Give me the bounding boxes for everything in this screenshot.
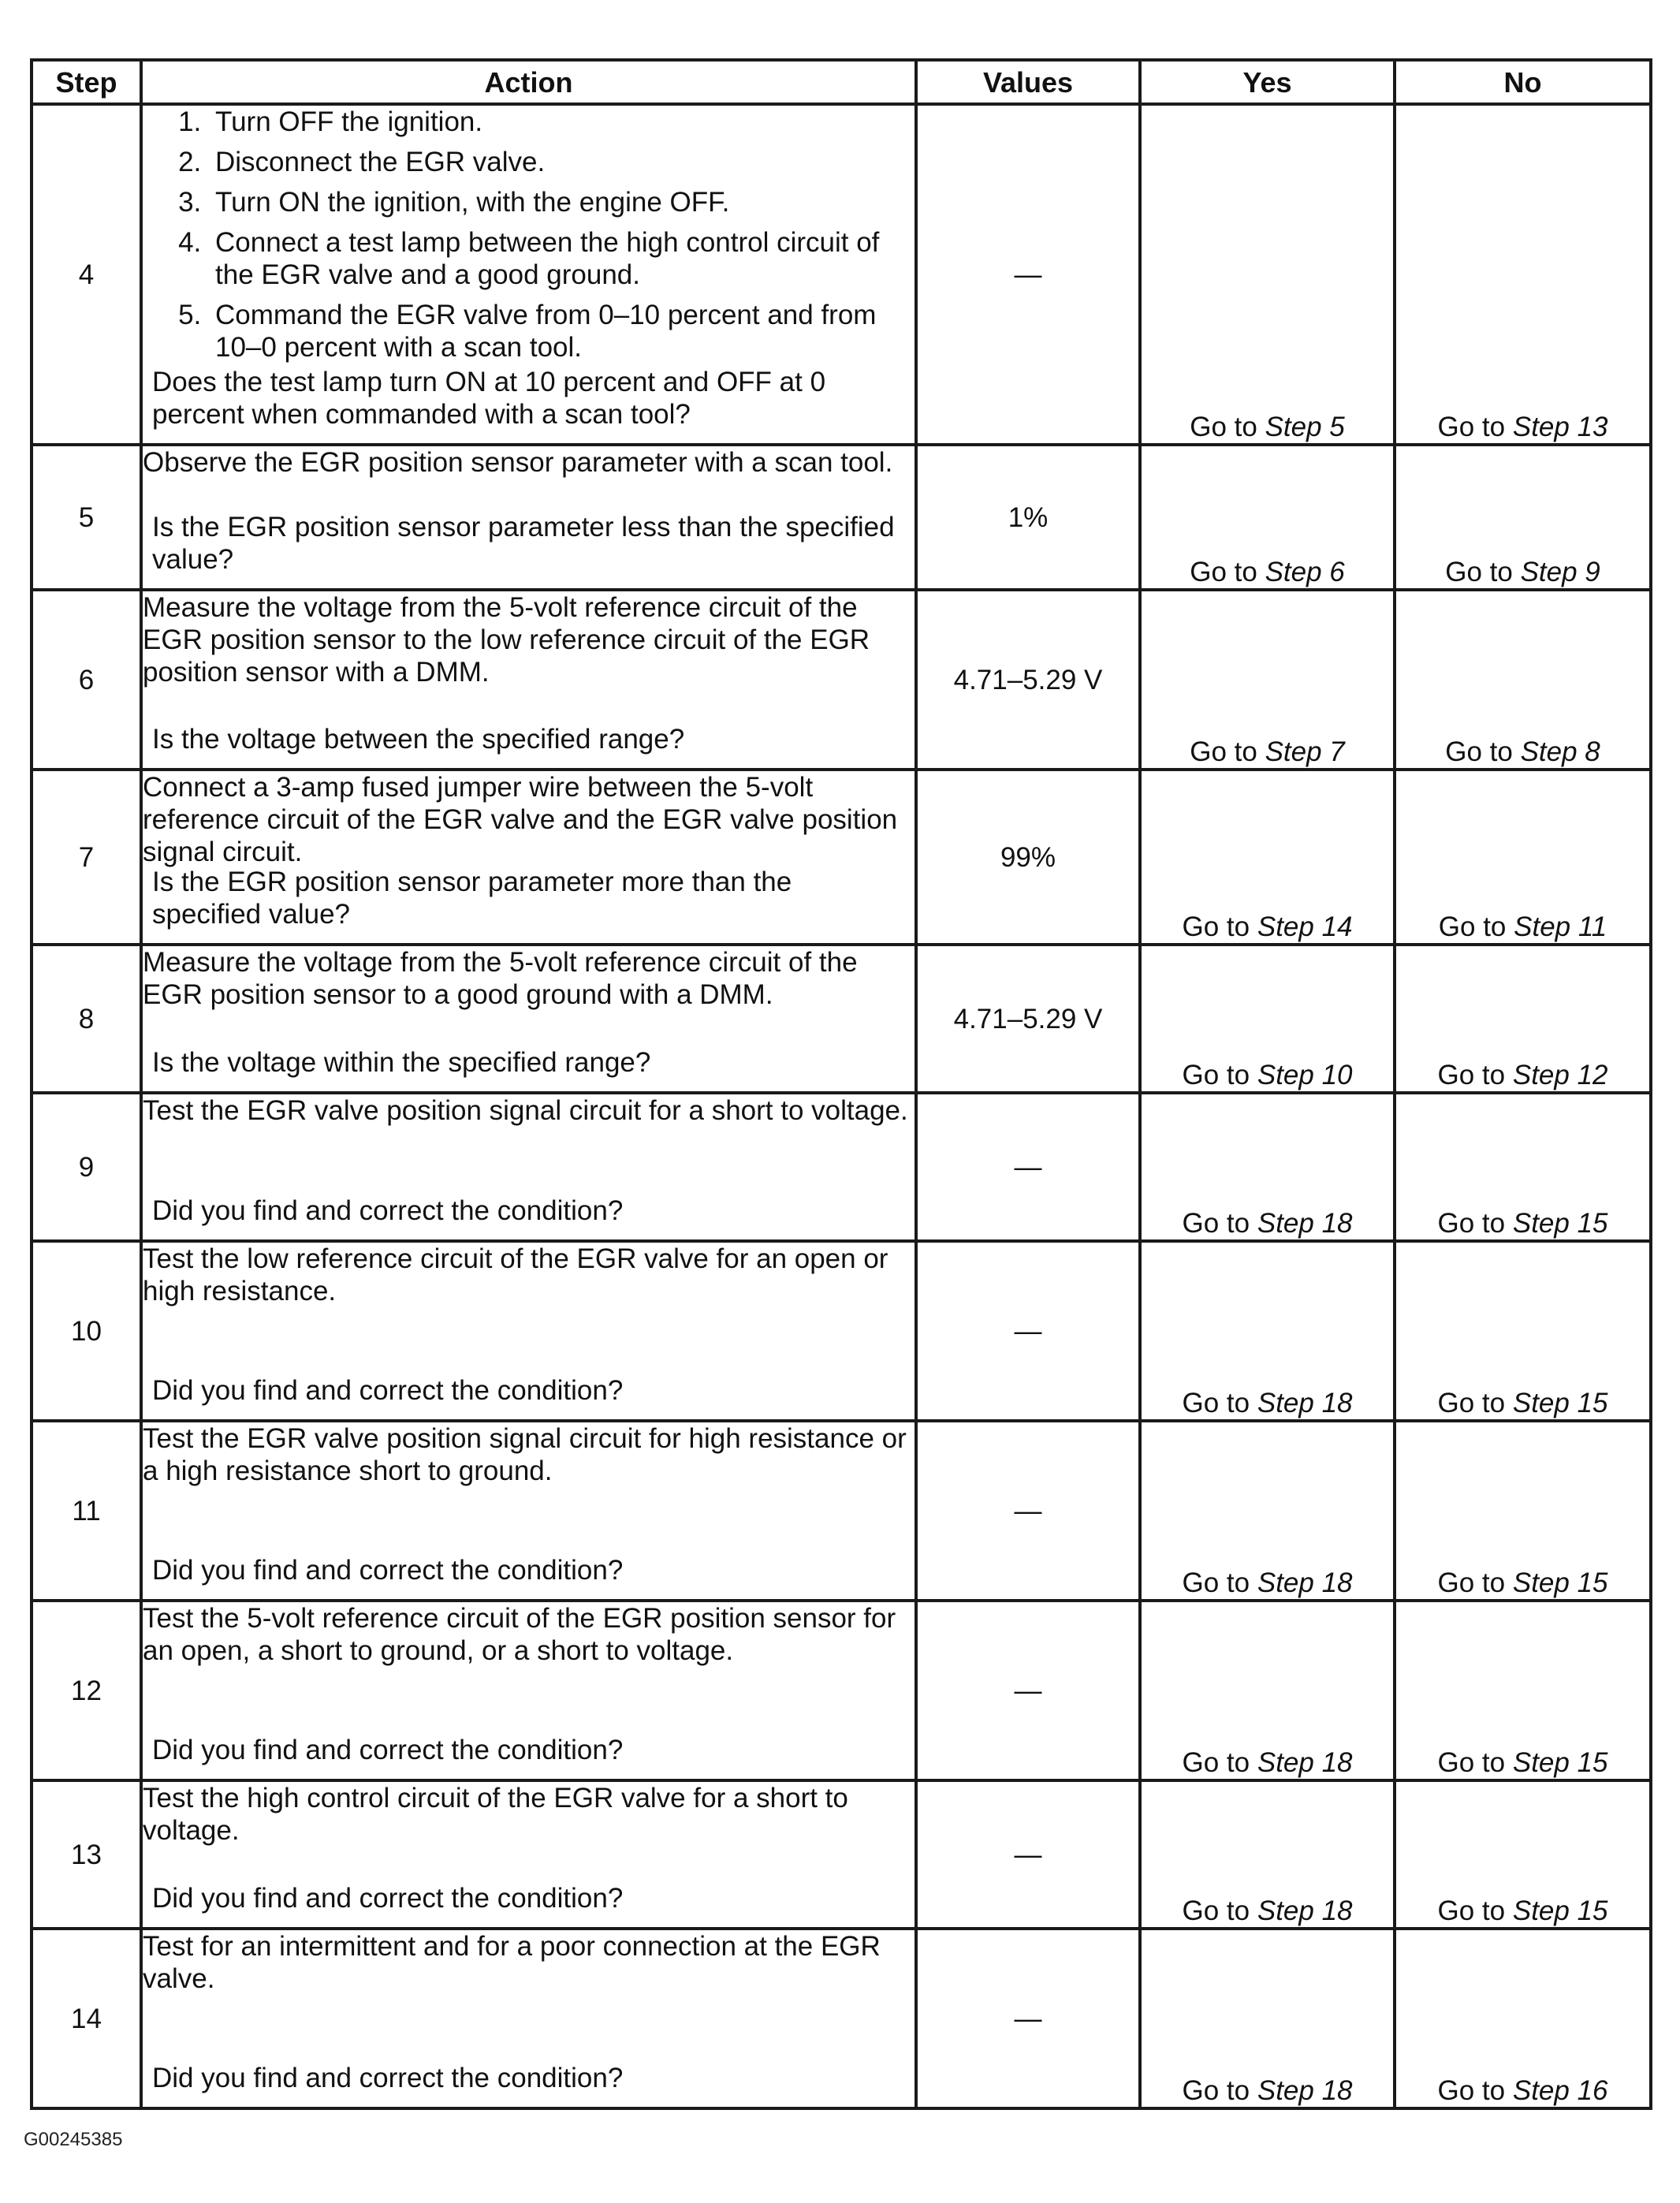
goto-prefix: Go to — [1437, 1208, 1506, 1239]
no-step-link[interactable]: Step 15 — [1512, 1747, 1608, 1778]
yes-step-link[interactable]: Step 6 — [1265, 557, 1345, 587]
step-number: 13 — [32, 1780, 141, 1929]
substep-item: 5. Command the EGR valve from 0–10 percent and from 10–0 percent with a scan tool. — [209, 299, 915, 363]
step-number: 6 — [32, 590, 141, 770]
action-instruction: Measure the voltage from the 5-volt reference circuit of the EGR position sensor to the low reference circuit of the EGR position sensor with a DMM. — [143, 592, 870, 688]
yes-step-link[interactable]: Step 18 — [1257, 1208, 1353, 1239]
yes-goto-cell — [1140, 770, 1395, 945]
yes-goto-cell — [1140, 445, 1395, 590]
yes-step-link[interactable]: Step 14 — [1257, 911, 1353, 942]
action-instruction: Test the high control circuit of the EGR valve for a short to voltage. — [143, 1783, 848, 1846]
goto-prefix: Go to — [1190, 557, 1257, 587]
no-goto-cell — [1395, 104, 1651, 445]
yes-step-link[interactable]: Step 18 — [1257, 2075, 1353, 2106]
goto-prefix: Go to — [1182, 1747, 1250, 1778]
step-number: 8 — [32, 945, 141, 1093]
action-content — [143, 1422, 915, 1593]
action-cell — [141, 1241, 916, 1421]
yes-goto-cell — [1140, 1929, 1395, 2108]
action-content — [143, 1243, 915, 1413]
action-content — [143, 1930, 915, 2100]
action-cell — [141, 1093, 916, 1241]
goto-prefix: Go to — [1437, 1567, 1506, 1598]
specified-value: — — [916, 104, 1140, 445]
step-number: 11 — [32, 1421, 141, 1601]
goto-prefix: Go to — [1437, 1388, 1506, 1418]
no-step-link[interactable]: Step 15 — [1512, 1388, 1608, 1418]
yes-step-link[interactable]: Step 10 — [1257, 1060, 1353, 1090]
action-instruction: Test the EGR valve position signal circuit for high resistance or a high resistance short to ground. — [143, 1423, 907, 1486]
action-content — [143, 106, 915, 437]
table-row — [32, 1780, 1651, 1929]
yes-goto-cell — [1140, 1241, 1395, 1421]
no-goto-cell — [1395, 1601, 1651, 1780]
no-goto-cell — [1395, 1093, 1651, 1241]
table-row — [32, 1241, 1651, 1421]
no-step-link[interactable]: Step 8 — [1520, 736, 1600, 767]
action-instruction: Connect a 3-amp fused jumper wire between the 5-volt reference circuit of the EGR valve and the EGR valve position signal circuit. — [143, 772, 898, 867]
header-no: No — [1395, 60, 1651, 104]
goto-prefix: Go to — [1437, 2075, 1506, 2106]
goto-prefix: Go to — [1445, 557, 1513, 587]
step-number: 5 — [32, 445, 141, 590]
goto-prefix: Go to — [1437, 1060, 1506, 1090]
action-cell — [141, 1929, 916, 2108]
specified-value: 4.71–5.29 V — [916, 590, 1140, 770]
figure-code: G00245385 — [24, 2129, 123, 2150]
goto-prefix: Go to — [1437, 412, 1506, 442]
action-content — [143, 946, 915, 1085]
specified-value: — — [916, 1241, 1140, 1421]
goto-prefix: Go to — [1437, 1747, 1506, 1778]
table-row — [32, 445, 1651, 590]
step-number: 14 — [32, 1929, 141, 2108]
specified-value: 4.71–5.29 V — [916, 945, 1140, 1093]
goto-prefix: Go to — [1182, 1567, 1250, 1598]
action-cell — [141, 445, 916, 590]
step-number: 7 — [32, 770, 141, 945]
no-goto-cell — [1395, 1780, 1651, 1929]
goto-prefix: Go to — [1438, 911, 1507, 942]
action-content — [143, 1094, 915, 1233]
action-question: Did you find and correct the condition? — [152, 1375, 624, 1406]
substep-list — [143, 106, 915, 363]
specified-value: — — [916, 1093, 1140, 1241]
action-cell — [141, 1601, 916, 1780]
step-number: 10 — [32, 1241, 141, 1421]
action-instruction: Test the EGR valve position signal circuit for a short to voltage. — [143, 1095, 908, 1126]
specified-value: — — [916, 1780, 1140, 1929]
action-instruction: Test for an intermittent and for a poor connection at the EGR valve. — [143, 1931, 881, 1994]
specified-value: 1% — [916, 445, 1140, 590]
specified-value: — — [916, 1929, 1140, 2108]
table-row — [32, 1421, 1651, 1601]
action-content — [143, 591, 915, 762]
action-cell — [141, 104, 916, 445]
step-number: 9 — [32, 1093, 141, 1241]
action-question: Did you find and correct the condition? — [152, 1735, 624, 1765]
no-step-link[interactable]: Step 12 — [1512, 1060, 1608, 1090]
action-question: Is the voltage within the specified range? — [152, 1047, 651, 1078]
substep-item: 2. Disconnect the EGR valve. — [209, 146, 915, 178]
action-instruction: Test the 5-volt reference circuit of the EGR position sensor for an open, a short to ground, or a short to voltage. — [143, 1603, 896, 1666]
action-cell — [141, 1421, 916, 1601]
header-yes: Yes — [1140, 60, 1395, 104]
header-action: Action — [141, 60, 916, 104]
diagnostic-table — [30, 58, 1652, 2110]
no-goto-cell — [1395, 945, 1651, 1093]
goto-prefix: Go to — [1182, 911, 1250, 942]
action-question: Did you find and correct the condition? — [152, 1195, 624, 1226]
action-question: Is the EGR position sensor parameter less than the specified value? — [152, 512, 895, 575]
goto-prefix: Go to — [1182, 1895, 1250, 1926]
action-cell — [141, 770, 916, 945]
yes-step-link[interactable]: Step 18 — [1257, 1388, 1353, 1418]
table-row — [32, 945, 1651, 1093]
no-goto-cell — [1395, 1421, 1651, 1601]
yes-goto-cell — [1140, 1780, 1395, 1929]
action-question: Did you find and correct the condition? — [152, 1883, 624, 1914]
yes-goto-cell — [1140, 104, 1395, 445]
action-question: Is the EGR position sensor parameter more than the specified value? — [152, 867, 792, 930]
yes-step-link[interactable]: Step 18 — [1257, 1567, 1353, 1598]
step-number: 4 — [32, 104, 141, 445]
yes-step-link[interactable]: Step 18 — [1257, 1747, 1353, 1778]
goto-prefix: Go to — [1445, 736, 1513, 767]
yes-goto-cell — [1140, 1601, 1395, 1780]
no-step-link[interactable]: Step 15 — [1512, 1208, 1608, 1239]
yes-goto-cell — [1140, 1421, 1395, 1601]
action-cell — [141, 1780, 916, 1929]
no-step-link[interactable]: Step 9 — [1520, 557, 1600, 587]
no-step-link[interactable]: Step 15 — [1512, 1895, 1608, 1926]
action-content — [143, 771, 915, 937]
specified-value: 99% — [916, 770, 1140, 945]
no-goto-cell — [1395, 770, 1651, 945]
no-step-link[interactable]: Step 16 — [1512, 2075, 1608, 2106]
specified-value: — — [916, 1421, 1140, 1601]
action-content — [143, 1602, 915, 1772]
no-goto-cell — [1395, 590, 1651, 770]
header-row — [32, 60, 1651, 104]
goto-prefix: Go to — [1182, 1060, 1250, 1090]
action-cell — [141, 945, 916, 1093]
table-body — [32, 104, 1651, 2108]
no-goto-cell — [1395, 1241, 1651, 1421]
yes-step-link[interactable]: Step 18 — [1257, 1895, 1353, 1926]
action-content — [143, 446, 915, 582]
goto-prefix: Go to — [1190, 736, 1257, 767]
action-question: Did you find and correct the condition? — [152, 1555, 624, 1586]
yes-step-link[interactable]: Step 5 — [1265, 412, 1345, 442]
substep-item: 4. Connect a test lamp between the high control circuit of the EGR valve and a good ground. — [209, 226, 915, 291]
table-row — [32, 1601, 1651, 1780]
table-row — [32, 1929, 1651, 2108]
step-number: 12 — [32, 1601, 141, 1780]
yes-goto-cell — [1140, 945, 1395, 1093]
no-step-link[interactable]: Step 13 — [1512, 412, 1608, 442]
table-row — [32, 1093, 1651, 1241]
specified-value: — — [916, 1601, 1140, 1780]
table-row — [32, 770, 1651, 945]
action-question: Does the test lamp turn ON at 10 percent and OFF at 0 percent when commanded with a scan tool? — [152, 367, 826, 430]
no-goto-cell — [1395, 1929, 1651, 2108]
yes-goto-cell — [1140, 1093, 1395, 1241]
no-goto-cell — [1395, 445, 1651, 590]
action-content — [143, 1782, 915, 1921]
goto-prefix: Go to — [1182, 1388, 1250, 1418]
action-instruction: Test the low reference circuit of the EGR valve for an open or high resistance. — [143, 1243, 888, 1307]
action-instruction: Measure the voltage from the 5-volt reference circuit of the EGR position sensor to a good ground with a DMM. — [143, 947, 858, 1010]
no-step-link[interactable]: Step 11 — [1514, 911, 1607, 942]
goto-prefix: Go to — [1182, 1208, 1250, 1239]
substep-item: 3. Turn ON the ignition, with the engine OFF. — [209, 186, 915, 218]
goto-prefix: Go to — [1437, 1895, 1506, 1926]
header-step: Step — [32, 60, 141, 104]
header-values: Values — [916, 60, 1140, 104]
action-question: Is the voltage between the specified range? — [152, 724, 685, 755]
no-step-link[interactable]: Step 15 — [1512, 1567, 1608, 1598]
action-cell — [141, 590, 916, 770]
table-row — [32, 104, 1651, 445]
action-instruction: Observe the EGR position sensor parameter with a scan tool. — [143, 447, 893, 478]
action-question: Did you find and correct the condition? — [152, 2063, 624, 2093]
yes-step-link[interactable]: Step 7 — [1265, 736, 1345, 767]
table-row — [32, 590, 1651, 770]
goto-prefix: Go to — [1190, 412, 1257, 442]
goto-prefix: Go to — [1182, 2075, 1250, 2106]
yes-goto-cell — [1140, 590, 1395, 770]
substep-item: 1. Turn OFF the ignition. — [209, 106, 915, 138]
